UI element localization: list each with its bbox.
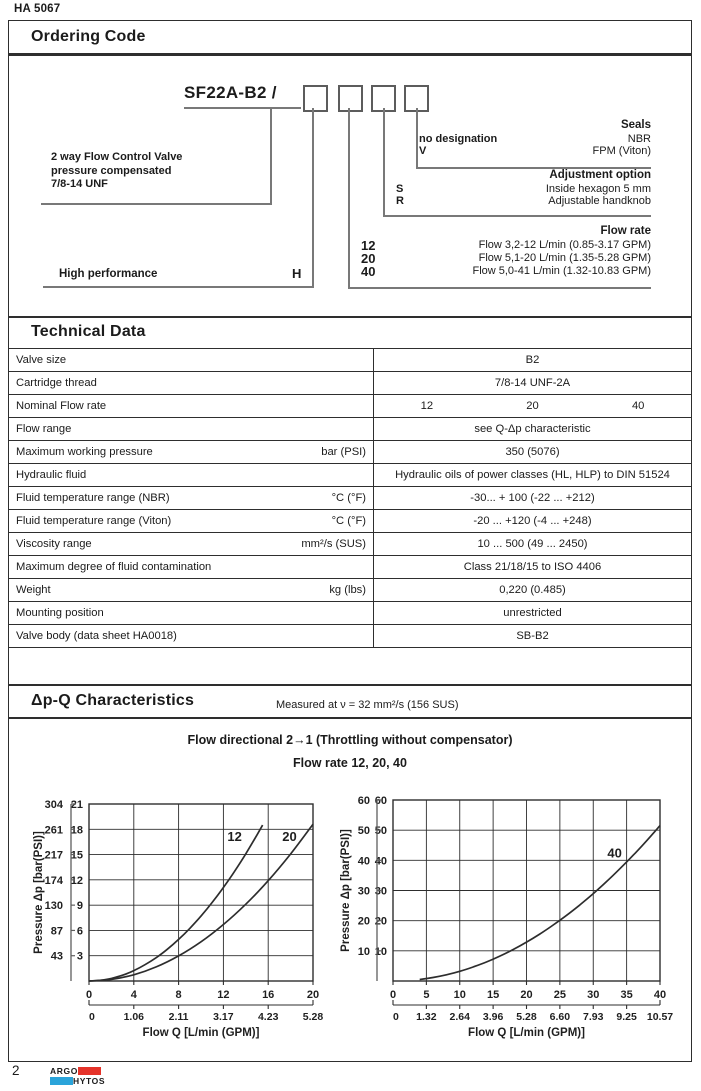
row-label: Nominal Flow rate xyxy=(16,400,107,412)
row-value: 10 ... 500 (49 ... 2450) xyxy=(477,538,588,550)
connector-line xyxy=(348,108,350,289)
technical-data-table xyxy=(9,348,691,648)
y-tick-label: 50 xyxy=(374,825,387,838)
row-unit: °C (°F) xyxy=(331,515,366,527)
ordering-option-row xyxy=(396,183,651,196)
psi-tick-label: 20 xyxy=(357,915,370,928)
x-tick-label: 15 xyxy=(487,989,500,1001)
x-tick-label: 20 xyxy=(306,989,320,1001)
row-value: 20 xyxy=(526,400,539,412)
y-tick-label: 12 xyxy=(70,874,83,887)
curve-40 xyxy=(420,826,660,980)
row-value: 40 xyxy=(631,400,645,412)
x-tick-label: 30 xyxy=(587,989,600,1001)
ordering-option-row xyxy=(361,252,651,265)
order-code-prefix: SF22A-B2 / xyxy=(184,83,277,102)
x-tick-label: 35 xyxy=(620,989,633,1001)
ordering-option-row xyxy=(419,145,651,158)
row-value: Hydraulic oils of power classes (HL, HLP) to DIN 51524 xyxy=(395,469,670,481)
gpm-tick-label: 9.25 xyxy=(616,1011,637,1023)
y-tick-label: 60 xyxy=(374,795,387,807)
connector-line xyxy=(270,107,272,203)
table-row xyxy=(9,533,691,556)
dpq-chart-flow-12-20 xyxy=(29,780,351,1048)
page-number: 2 xyxy=(12,1063,20,1078)
option-description: NBR xyxy=(627,132,651,145)
y-tick-label: 9 xyxy=(76,900,83,913)
y-tick-label: 20 xyxy=(374,915,387,928)
row-label: Maximum degree of fluid contamination xyxy=(16,561,212,573)
code-underline xyxy=(184,107,301,109)
row-label: Weight xyxy=(16,584,51,596)
x-tick-label: 12 xyxy=(217,989,230,1001)
table-row xyxy=(9,441,691,464)
table-row xyxy=(9,602,691,625)
gpm-tick-label: 3.17 xyxy=(213,1011,234,1023)
row-label: Valve body (data sheet HA0018) xyxy=(16,630,177,642)
connector-line xyxy=(41,203,272,205)
y-tick-label: 10 xyxy=(374,945,387,958)
table-row xyxy=(9,372,691,395)
row-label: Hydraulic fluid xyxy=(16,469,87,481)
option-description: Flow 5,1-20 L/min (1.35-5.28 GPM) xyxy=(478,251,651,264)
technical-data-title: Technical Data xyxy=(31,323,146,340)
row-value: 0,220 (0.485) xyxy=(499,584,566,596)
gpm-tick-label: 2.11 xyxy=(168,1011,189,1023)
option-description: Inside hexagon 5 mm xyxy=(545,182,651,195)
logo-text-argo: ARGO xyxy=(50,1065,78,1076)
option-description: FPM (Viton) xyxy=(592,145,651,157)
table-row xyxy=(9,510,691,533)
gpm-tick-label: 0 xyxy=(393,1011,399,1023)
high-performance-code: H xyxy=(292,266,302,281)
option-code: no designation xyxy=(419,132,498,145)
x-tick-label: 20 xyxy=(520,989,533,1001)
plot-border xyxy=(89,804,313,981)
gpm-tick-label: 1.32 xyxy=(416,1011,437,1023)
y-axis-title: Pressure Δp [bar(PSI)] xyxy=(33,831,45,954)
row-value: 7/8-14 UNF-2A xyxy=(494,377,571,389)
option-code: 40 xyxy=(361,263,376,279)
table-row xyxy=(9,487,691,510)
ordering-option-row xyxy=(419,133,651,146)
x-tick-label: 10 xyxy=(453,989,466,1001)
psi-tick-label: 130 xyxy=(44,900,63,913)
curve-20 xyxy=(89,824,313,981)
y-axis-title: Pressure Δp [bar(PSI)] xyxy=(340,829,352,952)
row-value: 12 xyxy=(420,400,434,412)
option-code: V xyxy=(419,145,427,157)
underline-adjustment xyxy=(383,215,651,217)
divider xyxy=(9,316,691,318)
row-value: -20 ... +120 (-4 ... +248) xyxy=(473,515,592,527)
option-description: Adjustable handknob xyxy=(548,195,651,207)
x-tick-label: 4 xyxy=(130,989,137,1001)
row-value: Class 21/18/15 to ISO 4406 xyxy=(463,561,602,573)
underline-flow-rate xyxy=(348,287,651,289)
document-number: HA 5067 xyxy=(14,3,61,15)
x-tick-label: 8 xyxy=(175,989,182,1001)
logo-blue-rect xyxy=(50,1077,73,1085)
row-value: see Q-Δp characteristic xyxy=(474,423,591,435)
y-tick-label: 30 xyxy=(374,885,387,898)
adjustment-block: Adjustment option S Inside hexagon 5 mm R Adjustable handknob xyxy=(396,169,651,207)
code-box-2 xyxy=(338,85,363,112)
row-value: B2 xyxy=(525,354,540,366)
x-axis-title: Flow Q [L/min (GPM)] xyxy=(468,1027,585,1039)
option-code: R xyxy=(396,195,404,207)
ordering-code-diagram xyxy=(9,55,691,316)
chart-heading-1: Flow directional 2→1 (Throttling without compensator) xyxy=(187,733,513,747)
table-row xyxy=(9,625,691,648)
dpq-chart-flow-40 xyxy=(339,776,685,1048)
table-row xyxy=(9,349,691,372)
row-unit: mm²/s (SUS) xyxy=(301,538,366,550)
gpm-tick-label: 7.93 xyxy=(583,1011,604,1023)
ordering-code-title: Ordering Code xyxy=(31,28,146,45)
curve-label: 12 xyxy=(227,829,242,845)
y-tick-label: 3 xyxy=(76,950,83,963)
logo-red-rect xyxy=(78,1067,101,1075)
row-label: Fluid temperature range (NBR) xyxy=(16,492,170,504)
divider xyxy=(9,717,691,719)
ordering-option-row xyxy=(361,239,651,252)
table-row xyxy=(9,418,691,441)
logo-text-hytos: HYTOS xyxy=(73,1075,106,1086)
row-label: Maximum working pressure xyxy=(16,446,153,458)
row-value: unrestricted xyxy=(503,607,562,619)
psi-tick-label: 40 xyxy=(357,855,370,868)
y-tick-label: 18 xyxy=(70,824,83,837)
table-row xyxy=(9,556,691,579)
content-frame xyxy=(8,20,692,1062)
row-value: 350 (5076) xyxy=(505,446,560,458)
x-tick-label: 16 xyxy=(262,989,275,1001)
connector-line xyxy=(312,108,314,288)
y-tick-label: 21 xyxy=(70,799,83,811)
gpm-tick-label: 0 xyxy=(89,1011,95,1023)
psi-tick-label: 60 xyxy=(357,795,370,807)
connector-line xyxy=(416,108,418,169)
curve-label: 40 xyxy=(607,845,622,861)
gpm-tick-label: 6.60 xyxy=(549,1011,571,1023)
row-label: Cartridge thread xyxy=(16,377,97,389)
gpm-tick-label: 2.64 xyxy=(449,1011,470,1023)
ordering-option-row xyxy=(396,195,651,208)
option-description: Flow 5,0-41 L/min (1.32-10.83 GPM) xyxy=(472,264,651,277)
valve-description: 2 way Flow Control Valve pressure compensated 7/8-14 UNF xyxy=(51,151,183,190)
psi-tick-label: 217 xyxy=(44,849,63,862)
table-row xyxy=(9,579,691,602)
row-value: SB-B2 xyxy=(516,630,549,642)
row-unit: kg (lbs) xyxy=(329,584,366,596)
chart-heading-2: Flow rate 12, 20, 40 xyxy=(293,756,407,770)
row-label: Valve size xyxy=(16,354,67,366)
table-row xyxy=(9,464,691,487)
psi-tick-label: 43 xyxy=(50,950,63,963)
psi-tick-label: 87 xyxy=(50,925,63,938)
psi-tick-label: 30 xyxy=(357,885,370,898)
option-code: 20 xyxy=(361,250,376,266)
measurement-note: Measured at ν = 32 mm²/s (156 SUS) xyxy=(276,699,459,711)
row-label: Fluid temperature range (Viton) xyxy=(16,515,172,527)
table-row xyxy=(9,395,691,418)
option-description: Flow 3,2-12 L/min (0.85-3.17 GPM) xyxy=(478,238,651,251)
x-tick-label: 25 xyxy=(553,989,566,1001)
gpm-tick-label: 1.06 xyxy=(123,1011,145,1023)
x-tick-label: 0 xyxy=(389,989,397,1001)
curve-label: 20 xyxy=(282,829,297,845)
row-value: -30... + 100 (-22 ... +212) xyxy=(470,492,595,504)
gpm-tick-label: 5.28 xyxy=(516,1011,537,1023)
x-tick-label: 0 xyxy=(85,989,93,1001)
option-code: S xyxy=(396,182,404,195)
option-code: 12 xyxy=(361,237,376,253)
code-box-1 xyxy=(303,85,328,112)
argo-hytos-logo xyxy=(50,1066,114,1086)
row-unit: °C (°F) xyxy=(331,492,366,504)
psi-tick-label: 261 xyxy=(44,824,63,837)
ordering-option-row xyxy=(361,265,651,278)
x-tick-label: 5 xyxy=(423,989,430,1001)
x-tick-label: 40 xyxy=(653,989,667,1001)
y-tick-label: 40 xyxy=(374,855,387,868)
psi-tick-label: 50 xyxy=(357,825,370,838)
psi-tick-label: 304 xyxy=(44,799,63,811)
high-performance-label: High performance xyxy=(59,268,158,280)
seals-block: Seals no designation NBR V FPM (Viton) xyxy=(419,119,651,157)
x-axis-title: Flow Q [L/min (GPM)] xyxy=(142,1027,260,1039)
y-tick-label: 6 xyxy=(76,925,83,938)
row-label: Mounting position xyxy=(16,607,104,619)
divider xyxy=(9,684,691,686)
y-tick-label: 15 xyxy=(70,849,83,862)
row-unit: bar (PSI) xyxy=(321,446,366,458)
psi-tick-label: 174 xyxy=(44,874,63,887)
gpm-tick-label: 3.96 xyxy=(482,1011,504,1023)
connector-line xyxy=(383,108,385,217)
row-label: Flow range xyxy=(16,423,72,435)
dpq-title: Δp-Q Characteristics xyxy=(31,692,195,709)
row-label: Viscosity range xyxy=(16,538,92,550)
psi-tick-label: 10 xyxy=(357,945,370,958)
gpm-tick-label: 10.57 xyxy=(646,1011,674,1023)
gpm-tick-label: 5.28 xyxy=(302,1011,324,1023)
underline-high-performance xyxy=(43,286,314,288)
flow-rate-block: Flow rate 12 Flow 3,2-12 L/min (0.85-3.17 GPM) 20 Flow 5,1-20 L/min (1.35-5.28 GPM) 40 Flow 5,0-41 L/min (1.32-10.83 GPM) xyxy=(361,225,651,279)
gpm-tick-label: 4.23 xyxy=(257,1011,279,1023)
